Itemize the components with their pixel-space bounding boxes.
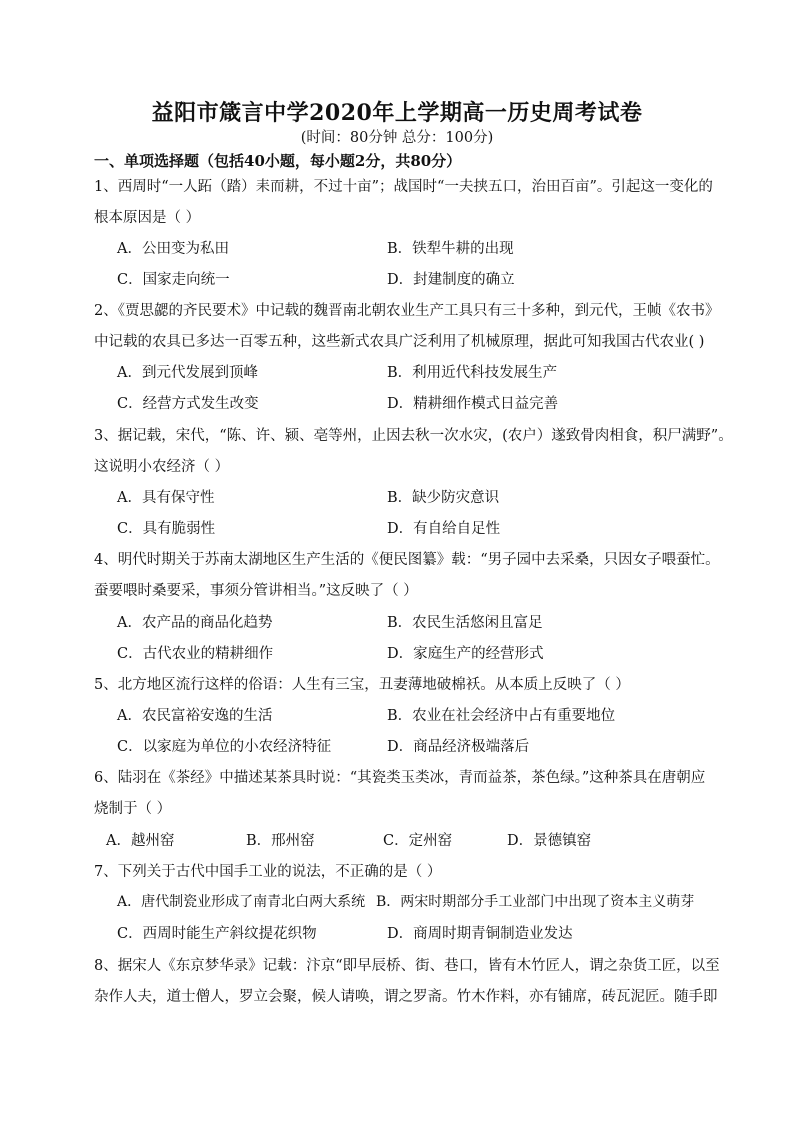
exam-time-score: (时间：80分钟 总分：100分) bbox=[300, 130, 494, 146]
question-7-option-d: D．商周时期青铜制造业发达 bbox=[387, 926, 573, 942]
question-1-option-d: D．封建制度的确立 bbox=[387, 272, 515, 288]
question-4-option-b: B．农民生活悠闲且富足 bbox=[387, 615, 543, 631]
question-1-line-1: 1、西周时“一人跖（踏）耒而耕，不过十亩”；战国时“一夫挟五口，治田百亩”。引起这一变化的 bbox=[94, 179, 713, 195]
question-4-option-c: C．古代农业的精耕细作 bbox=[117, 646, 274, 662]
question-6-option-d: D．景德镇窑 bbox=[507, 833, 592, 849]
question-6-option-b: B．邢州窑 bbox=[246, 833, 315, 849]
question-6-line-2: 烧制于（ ） bbox=[94, 801, 172, 817]
question-4-line-1: 4、明代时期关于苏南太湖地区生产生活的《便民图纂》载：“男子园中去采桑，只因女子喂蚕忙。 bbox=[94, 552, 720, 568]
question-2-option-b: B．利用近代科技发展生产 bbox=[387, 365, 558, 381]
question-1-option-c: C．国家走向统一 bbox=[117, 272, 230, 288]
question-2-line-2: 中记载的农具已多达一百零五种，这些新式农具广泛利用了机械原理，据此可知我国古代农业( ) bbox=[94, 334, 705, 350]
question-8-line-2: 杂作人夫，道士僧人，罗立会聚，候人请唤，谓之罗斋。竹木作料，亦有铺席，砖瓦泥匠。随手即 bbox=[94, 989, 718, 1005]
question-2-line-1: 2、《贾思勰的齐民要术》中记载的魏晋南北朝农业生产工具只有三十多种，到元代，王帧《农书》 bbox=[94, 303, 720, 319]
question-2-option-c: C．经营方式发生改变 bbox=[117, 396, 259, 412]
question-5-option-b: B．农业在社会经济中占有重要地位 bbox=[387, 708, 616, 724]
question-3-option-c: C．具有脆弱性 bbox=[117, 521, 216, 537]
question-3-option-d: D．有自给自足性 bbox=[387, 521, 501, 537]
question-4-option-d: D．家庭生产的经营形式 bbox=[387, 646, 544, 662]
question-3-option-b: B．缺少防灾意识 bbox=[387, 490, 500, 506]
question-4-line-2: 蚕要喂时桑要采，事须分管讲相当。”这反映了（ ） bbox=[94, 583, 418, 599]
question-7-line-1: 7、下列关于古代中国手工业的说法，不正确的是（ ） bbox=[94, 864, 442, 880]
question-5-option-c: C．以家庭为单位的小农经济特征 bbox=[117, 739, 332, 755]
page-title: 益阳市箴言中学2020年上学期高一历史周考试卷 bbox=[151, 100, 643, 126]
question-3-option-a: A．具有保守性 bbox=[117, 490, 215, 506]
question-2-option-a: A．到元代发展到顶峰 bbox=[117, 365, 258, 381]
question-7-option-b: B．两宋时期部分手工业部门中出现了资本主义萌芽 bbox=[376, 894, 695, 910]
question-3-line-1: 3、据记载，宋代，“陈、许、颍、亳等州，止因去秋一次水灾，(农户）遂致骨肉相食，积尸满野”。 bbox=[94, 428, 733, 444]
question-6-option-a: A．越州窑 bbox=[106, 833, 175, 849]
question-6-line-1: 6、陆羽在《茶经》中描述某茶具时说：“其瓷类玉类冰，青而益茶，茶色绿。”这种茶具在唐朝应 bbox=[94, 770, 706, 786]
question-1-option-b: B．铁犁牛耕的出现 bbox=[387, 241, 514, 257]
question-2-option-d: D．精耕细作模式日益完善 bbox=[387, 396, 559, 412]
section-heading: 一、单项选择题（包括40小题，每小题2分，共80分） bbox=[94, 152, 462, 170]
question-7-option-a: A．唐代制瓷业形成了南青北白两大系统 bbox=[117, 894, 366, 910]
question-3-line-2: 这说明小农经济（ ） bbox=[94, 459, 230, 475]
question-4-option-a: A．农产品的商品化趋势 bbox=[117, 615, 273, 631]
question-7-option-c: C．西周时能生产斜纹提花织物 bbox=[117, 926, 317, 942]
question-5-line-1: 5、北方地区流行这样的俗语：人生有三宝，丑妻薄地破棉袄。从本质上反映了（ ） bbox=[94, 677, 630, 693]
question-8-line-1: 8、据宋人《东京梦华录》记载：汴京“即早辰桥、街、巷口，皆有木竹匠人，谓之杂货工匠，以至 bbox=[94, 958, 720, 974]
question-1-line-2: 根本原因是（ ） bbox=[94, 210, 201, 226]
question-5-option-a: A．农民富裕安逸的生活 bbox=[117, 708, 273, 724]
question-1-option-a: A．公田变为私田 bbox=[117, 241, 229, 257]
question-6-option-c: C．定州窑 bbox=[383, 833, 453, 849]
question-5-option-d: D．商品经济极端落后 bbox=[387, 739, 530, 755]
